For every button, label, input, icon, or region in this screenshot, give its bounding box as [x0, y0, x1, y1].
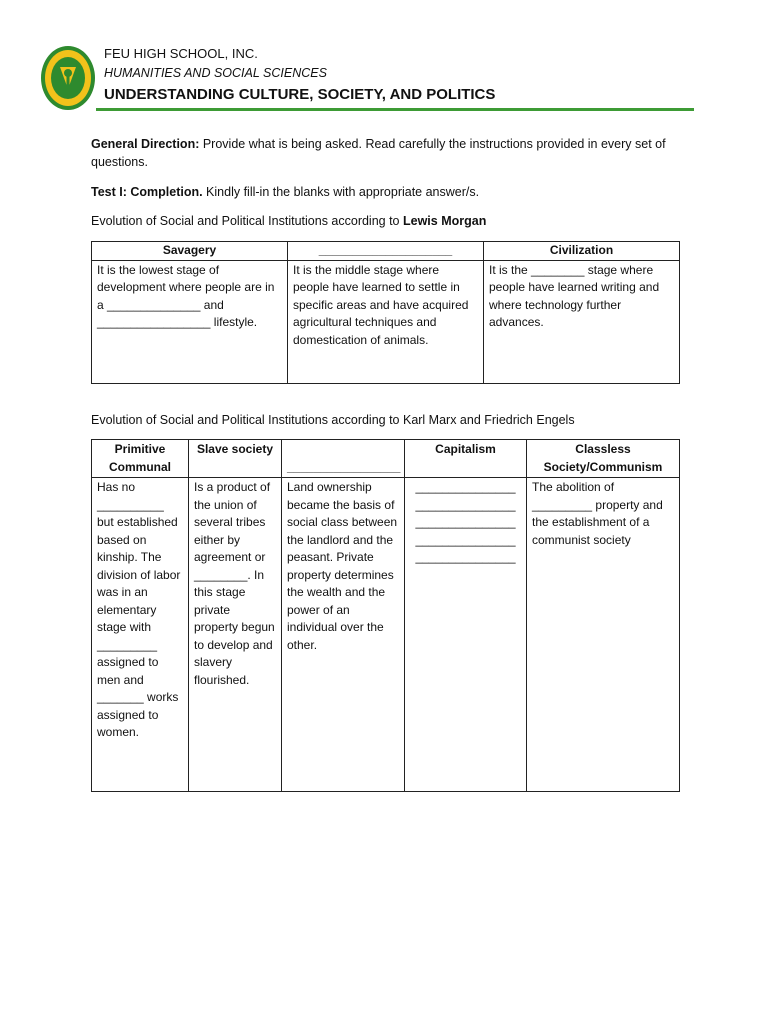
- general-direction-text: Provide what is being asked. Read carefully the instructions provided in every set of questions.: [91, 137, 666, 169]
- test-text: Kindly fill-in the blanks with appropriate answer/s.: [202, 185, 480, 199]
- department-name: HUMANITIES AND SOCIAL SCIENCES: [104, 66, 327, 80]
- test-instruction: [91, 183, 679, 201]
- blank-line[interactable]: _______________: [415, 532, 516, 547]
- table-header-cell[interactable]: ____________________: [288, 242, 484, 261]
- table-header-cell: Slave society: [189, 440, 282, 478]
- course-title: UNDERSTANDING CULTURE, SOCIETY, AND POLITICS: [104, 86, 496, 103]
- table-header-cell: Civilization: [484, 242, 680, 261]
- header-divider: [96, 108, 694, 111]
- capitalism-blanks-cell[interactable]: [405, 478, 527, 792]
- blank-line[interactable]: _______________: [415, 515, 516, 529]
- marx-caption: Evolution of Social and Political Institutions according to Karl Marx and Friedrich Engels: [91, 413, 575, 427]
- test-label: Test I: Completion.: [91, 185, 203, 199]
- table-header-cell: Capitalism: [405, 440, 527, 478]
- table-cell[interactable]: It is the ________ stage where people have learned writing and where technology further advances.: [484, 260, 680, 383]
- table-cell[interactable]: The abolition of _________ property and the establishment of a communist society: [527, 478, 680, 792]
- table-cell: Land ownership became the basis of social class between the landlord and the peasant. Private property determines the wealth and the power of an individual over the other.: [282, 478, 405, 792]
- morgan-caption-name: Lewis Morgan: [402, 214, 487, 228]
- feu-seal-icon: [40, 45, 96, 111]
- table-header-row: [92, 440, 680, 478]
- table-header-cell: Savagery: [92, 242, 288, 261]
- table-row: [92, 260, 680, 383]
- general-direction: [91, 135, 679, 171]
- table-cell: It is the middle stage where people have learned to settle in specific areas and have acquired agricultural techniques and domestication of animals.: [288, 260, 484, 383]
- general-direction-label: General Direction:: [91, 137, 200, 151]
- blank-line[interactable]: _______________: [415, 497, 516, 512]
- morgan-table: [91, 241, 680, 384]
- table-cell[interactable]: Is a product of the union of several tribes either by agreement or ________. In this stage private property begun to develop and slavery flourished.: [189, 478, 282, 792]
- school-name: FEU HIGH SCHOOL, INC.: [104, 46, 258, 61]
- blank-line[interactable]: _______________: [415, 480, 516, 494]
- table-header-cell: Classless Society/Communism: [527, 440, 680, 478]
- table-header-row: [92, 242, 680, 261]
- morgan-caption-text: Evolution of Social and Political Institutions according to: [91, 214, 403, 228]
- table-cell[interactable]: It is the lowest stage of development where people are in a ______________ and _________________ lifestyle.: [92, 260, 288, 383]
- marx-table: [91, 439, 680, 792]
- blank-line[interactable]: _______________: [415, 550, 516, 564]
- table-header-cell[interactable]: _________________: [282, 440, 405, 478]
- table-cell[interactable]: Has no __________ but established based on kinship. The division of labor was in an elementary stage with _________ assigned to men and _______ works assigned to women.: [92, 478, 189, 792]
- table-header-cell: Primitive Communal: [92, 440, 189, 478]
- morgan-caption: [91, 212, 679, 230]
- table-row: [92, 478, 680, 792]
